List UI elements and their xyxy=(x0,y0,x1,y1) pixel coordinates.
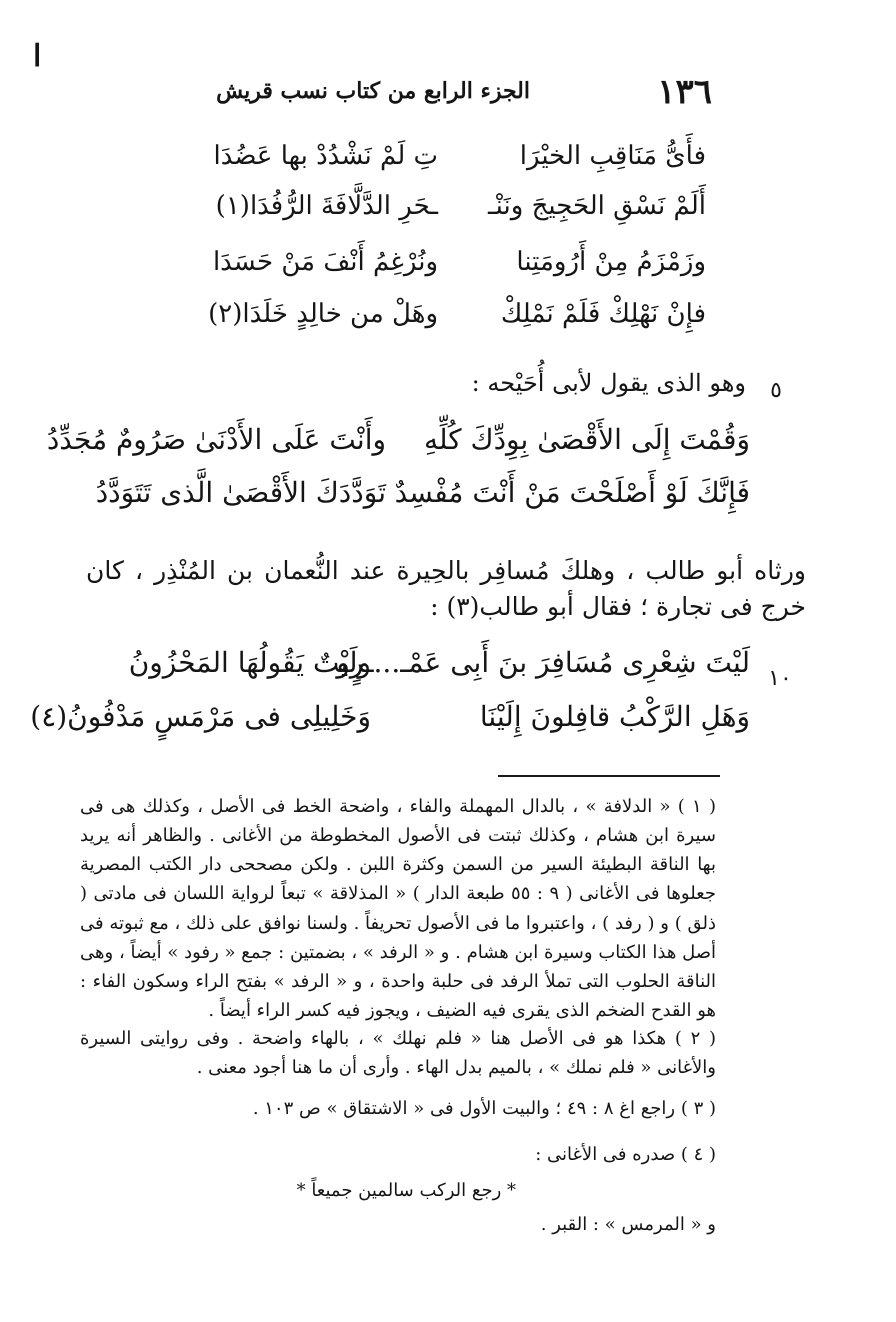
poem2-line1-hemistich1: وَقُمْتَ إِلَى الأَقْصَىٰ بِوِدِّكَ كُلِّهِ xyxy=(423,423,750,456)
line-number-10: ١٠ xyxy=(768,666,792,691)
poem2-line2-hemistich2: تَوَدَّدَكَ الأَقْصَىٰ الَّذى تَتَوَدَّدُ xyxy=(95,476,386,509)
poem3-line1-hemistich2: ولَيْتٌ يَقُولُهَا المَحْزُونُ xyxy=(128,646,371,679)
margin-mark: ا xyxy=(33,39,42,74)
prose-paragraph: ورثاه أبو طالب ، وهلكَ مُسافِر بالحِيرة عند النُّعمان بن المُنْذِر ، كان خرج فى تجارة ؛ فقال أبو طالب(٣) : xyxy=(86,556,806,622)
footnote-3: ( ٣ ) راجع اغ ٨ : ٤٩ ؛ والبيت الأول فى « الاشتقاق » ص ١٠٣ . xyxy=(252,1098,716,1119)
poem1-line1-hemistich2: تِ لَمْ نَشْدُدْ بها عَضُدَا xyxy=(213,141,438,171)
poem1-line2-hemistich2: ـحَرِ الدَّلَّافَةَ الرُّفُدَا(١) xyxy=(215,191,438,221)
poem3-line1-hemistich1: لَيْتَ شِعْرِى مُسَافِرَ بنَ أَبِى عَمْـ...ـرٍو xyxy=(336,646,750,679)
line-number-5: ٥ xyxy=(770,378,782,403)
poem1-line4-hemistich1: فإِنْ نَهْلِكْ فَلَمْ نَمْلِكْ xyxy=(500,299,706,329)
footnote-separator xyxy=(498,775,720,777)
poem1-line2-hemistich1: أَلَمْ نَسْقِ الحَجِيجَ ونَنْـ xyxy=(488,191,706,221)
footnote-2: ( ٢ ) هكذا هو فى الأصل هنا « فلم نهلك » ، بالهاء واضحة . وفى روايتى السيرة والأغانى « فلم نملك » ، بالميم بدل الهاء . وأرى أن ما هنا أجود معنى . xyxy=(80,1028,716,1079)
intro-line: وهو الذى يقول لأبى أُحَيْحه : xyxy=(471,369,746,397)
footnote-1: ( ١ ) « الدلافة » ، بالدال المهملة والفاء ، واضحة الخط فى الأصل ، وكذلك هى فى سيرة ابن هشام ، وكذلك ثبتت فى الأصول المخطوطة من الأغانى . والظاهر أنه يريد بها الناقة البطيئة السير من السمن وكثرة اللبن . ولكن مصححى دار الكتب المصرية جعلوها فى الأغانى ( ٩ : ٥٥ طبعة الدار ) « المذلاقة » تبعاً لرواية اللسان فى مادتى ( ذلق ) و ( رفد ) ، واعتبروا ما فى الأصول تحريفاً . ولسنا نوافق على ذلك ، مع ثبوته فى أصل هذا الكتاب وسيرة ابن هشام . و « الرفد » ، بضمتين : جمع « رفود » أيضاً ، وهى الناقة الحلوب التى تملأ الرفد فى حلبة واحدة ، و « الرفد » بفتح الراء وسكون الفاء : هو القدح الضخم الذى يقرى فيه الضيف ، ويجوز فيه كسر الراء أيضاً . xyxy=(80,796,716,1022)
footnote-4-verse: * رجع الركب سالمين جميعاً * xyxy=(296,1180,516,1201)
poem1-line1-hemistich1: فأَىُّ مَنَاقِبِ الخيْرَا xyxy=(519,141,706,171)
footnote-4-gloss: و « المرمس » : القبر . xyxy=(540,1214,716,1235)
poem1-line3-hemistich1: وزَمْزَمُ مِنْ أَرُومَتِنا xyxy=(516,247,706,277)
poem2-line2-hemistich1: فَإِنَّكَ لَوْ أَصْلَحْتَ مَنْ أَنْتَ مُفْسِدٌ xyxy=(394,476,750,509)
page-number: ١٣٦ xyxy=(657,72,712,112)
poem1-line3-hemistich2: ونُرْغِمُ أَنْفَ مَنْ حَسَدَا xyxy=(212,247,438,277)
footnote-4: ( ٤ ) صدره فى الأغانى : xyxy=(535,1144,716,1165)
poem3-line2-hemistich1: وَهَلِ الرَّكْبُ قافِلونَ إِلَيْنَا xyxy=(479,700,750,733)
poem2-line1-hemistich2: وأَنْتَ عَلَى الأَدْنَىٰ صَرُومٌ مُجَدِّدُ xyxy=(46,423,386,456)
running-header-title: الجزء الرابع من كتاب نسب قريش xyxy=(216,78,530,104)
poem3-line2-hemistich2: وَخَلِيلِى فى مَرْمَسٍ مَدْفُونُ(٤) xyxy=(30,700,371,733)
poem1-line4-hemistich2: وهَلْ من خالِدٍ خَلَدَا(٢) xyxy=(208,299,438,329)
